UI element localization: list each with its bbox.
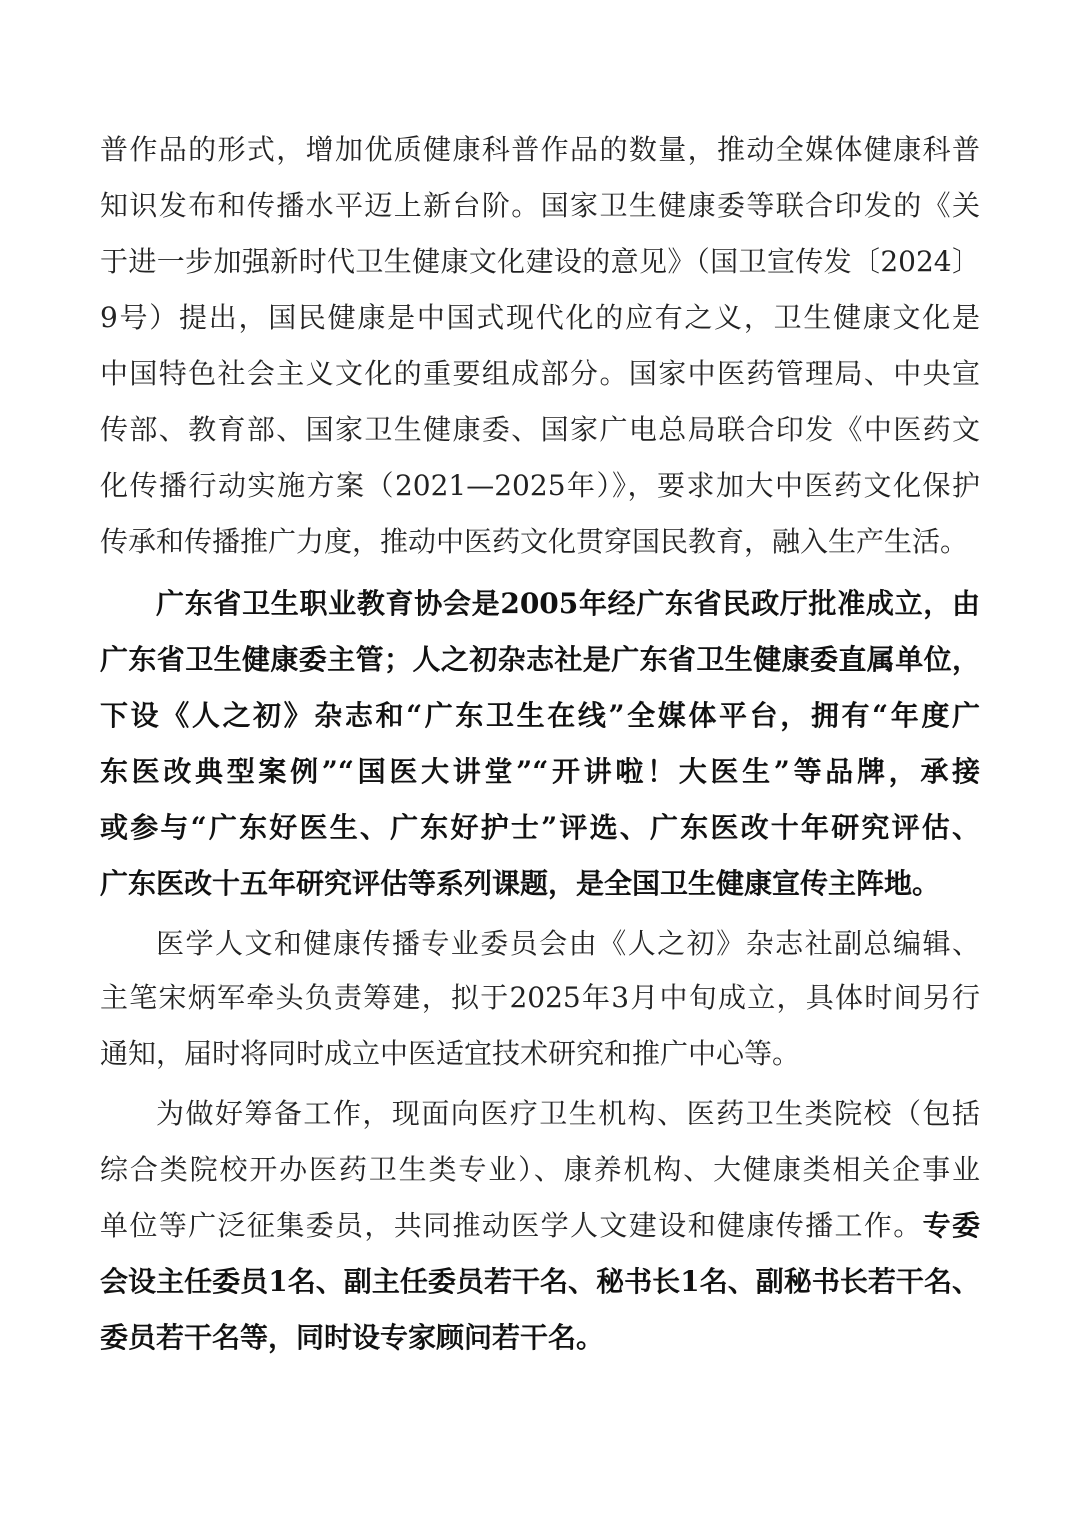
bold-paragraph-line: 或参与“广东好医生、广东好护士”评选、广东医改十年研究评估、 xyxy=(100,811,980,844)
paragraph-line: 化传播行动实施方案（2021—2025年）》，要求加大中医药文化保护 xyxy=(100,469,980,502)
paragraph-line xyxy=(100,1206,980,1246)
bold-paragraph-line: 下设《人之初》杂志和“广东卫生在线”全媒体平台，拥有“年度广 xyxy=(100,699,980,732)
bold-paragraph-line: 广东医改十五年研究评估等系列课题，是全国卫生健康宣传主阵地。 xyxy=(100,867,941,900)
paragraph-line: 为做好筹备工作，现面向医疗卫生机构、医药卫生类院校（包括 xyxy=(156,1097,980,1130)
bold-paragraph-line: 委员若干名等，同时设专家顾问若干名。 xyxy=(100,1321,605,1354)
paragraph-line: 9号）提出，国民健康是中国式现代化的应有之义，卫生健康文化是 xyxy=(100,301,980,334)
line-text: 单位等广泛征集委员，共同推动医学人文建设和健康传播工作。 xyxy=(100,1209,923,1242)
paragraph-line: 于进一步加强新时代卫生健康文化建设的意见》（国卫宣传发〔2024〕 xyxy=(100,245,980,278)
paragraph-line: 传承和传播推广力度，推动中医药文化贯穿国民教育，融入生产生活。 xyxy=(100,525,969,558)
bold-paragraph-line: 会设主任委员1名、副主任委员若干名、秘书长1名、副秘书长若干名、 xyxy=(100,1265,980,1298)
bold-text: 专委 xyxy=(922,1209,980,1242)
paragraph-line: 传部、教育部、国家卫生健康委、国家广电总局联合印发《中医药文 xyxy=(100,413,980,446)
bold-paragraph-line: 广东省卫生健康委主管；人之初杂志社是广东省卫生健康委直属单位， xyxy=(100,643,980,676)
bold-paragraph-line: 东医改典型案例”“国医大讲堂”“开讲啦！大医生”等品牌，承接 xyxy=(100,755,980,788)
paragraph-line: 知识发布和传播水平迈上新台阶。国家卫生健康委等联合印发的《关 xyxy=(100,189,980,222)
paragraph-line: 医学人文和健康传播专业委员会由《人之初》杂志社副总编辑、 xyxy=(156,927,980,960)
paragraph-line: 通知，届时将同时成立中医适宜技术研究和推广中心等。 xyxy=(100,1037,801,1070)
paragraph-line: 综合类院校开办医药卫生类专业）、康养机构、大健康类相关企事业 xyxy=(100,1153,980,1186)
paragraph-line: 主笔宋炳军牵头负责筹建，拟于2025年3月中旬成立，具体时间另行 xyxy=(100,981,980,1014)
paragraph-line: 中国特色社会主义文化的重要组成部分。国家中医药管理局、中央宣 xyxy=(100,357,980,390)
bold-paragraph-line: 广东省卫生职业教育协会是2005年经广东省民政厅批准成立，由 xyxy=(156,587,980,620)
paragraph-line: 普作品的形式，增加优质健康科普作品的数量，推动全媒体健康科普 xyxy=(100,133,980,166)
